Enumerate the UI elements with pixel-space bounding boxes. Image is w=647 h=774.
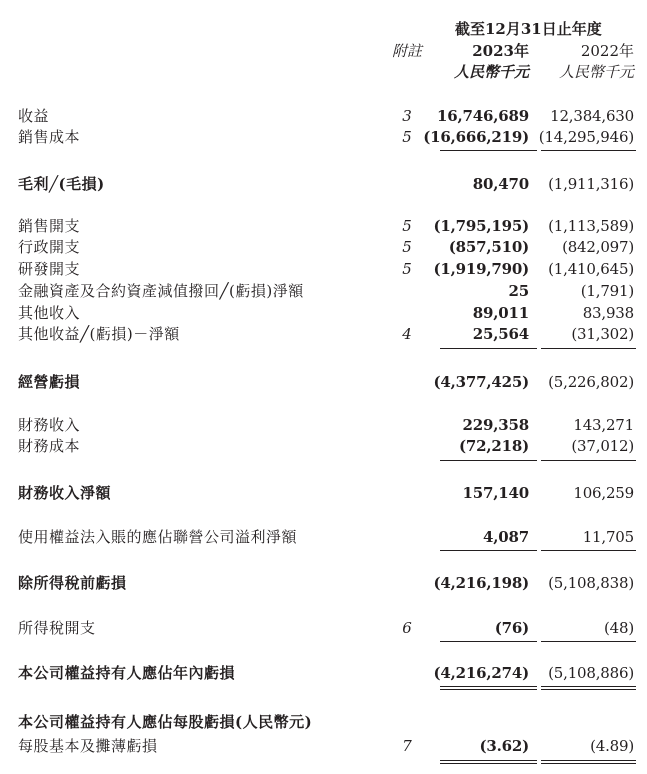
value-2023: (1,919,790) [433,260,529,278]
value-2022: (5,108,886) [548,664,634,682]
value-2022: 11,705 [582,528,634,546]
row-note: 4 [402,325,412,343]
value-2022: (4.89) [590,737,634,755]
row-label: 研發開支 [18,260,81,278]
row-label: 本公司權益持有人應佔每股虧損(人民幣元) [18,713,313,731]
row-revenue [0,105,647,127]
row-label: 金融資產及合約資產減值撥回╱(虧損)淨額 [18,282,304,300]
row-label: 其他收入 [18,304,81,322]
row-loss-for-year [0,662,647,684]
row-label: 經營虧損 [18,373,81,391]
row-note: 5 [402,217,412,235]
row-other-gains [0,323,647,345]
row-note: 6 [402,619,412,637]
row-operating-loss [0,371,647,393]
row-label: 財務收入 [18,416,81,434]
row-finance-income [0,414,647,436]
value-2022: (5,108,838) [548,574,634,592]
value-2022: (1,410,645) [548,260,634,278]
value-2022: 143,271 [573,416,634,434]
value-2022: 12,384,630 [550,107,634,125]
row-label: 銷售成本 [18,128,81,146]
row-label: 收益 [18,107,50,125]
value-2022: (1,791) [580,282,634,300]
value-2023: 157,140 [462,484,529,502]
value-2023: 16,746,689 [437,107,529,125]
row-basic-diluted-lps [0,735,647,757]
subtotal-rule [541,550,636,551]
row-net-finance-income [0,482,647,504]
value-2022: 106,259 [573,484,634,502]
total-double-rule [440,760,537,761]
period-heading: 截至12月31日止年度 [455,20,602,38]
value-2023: 4,087 [483,528,529,546]
unit-current-heading: 人民幣千元 [453,63,529,81]
value-2023: (1,795,195) [433,217,529,235]
note-column-heading: 附註 [392,42,423,60]
year-current-heading: 2023年 [472,42,529,60]
total-double-rule [541,686,636,687]
year-prior-heading: 2022年 [580,42,634,60]
subtotal-rule [541,150,636,151]
row-note: 3 [402,107,412,125]
value-2023: 25,564 [472,325,529,343]
value-2022: (48) [604,619,634,637]
row-rnd-expenses [0,258,647,280]
row-loss-before-tax [0,572,647,594]
row-label: 每股基本及攤薄虧損 [18,737,158,755]
total-double-rule [440,689,537,690]
value-2022: (31,302) [571,325,634,343]
row-label: 所得稅開支 [18,619,96,637]
unit-prior-heading: 人民幣千元 [558,63,634,81]
value-2023: (16,666,219) [423,128,529,146]
subtotal-rule [440,550,537,551]
value-2023: (4,216,198) [433,574,529,592]
row-loss-per-share-heading [0,711,647,733]
row-note: 5 [402,238,412,256]
total-double-rule [541,763,636,764]
value-2022: (1,911,316) [548,175,634,193]
value-2023: (4,216,274) [433,664,529,682]
value-2022: (14,295,946) [538,128,634,146]
row-label: 本公司權益持有人應佔年內虧損 [18,664,236,682]
value-2023: (3.62) [479,737,529,755]
value-2023: (857,510) [448,238,529,256]
row-label: 除所得稅前虧損 [18,574,127,592]
subtotal-rule [440,150,537,151]
row-label: 其他收益╱(虧損)－淨額 [18,325,180,343]
total-double-rule [440,763,537,764]
total-double-rule [541,760,636,761]
subtotal-rule [541,460,636,461]
value-2023: 229,358 [462,416,529,434]
subtotal-rule [440,460,537,461]
subtotal-rule [541,641,636,642]
subtotal-rule [440,348,537,349]
row-note: 5 [402,128,412,146]
row-share-of-associates [0,526,647,548]
row-note: 5 [402,260,412,278]
row-label: 使用權益法入賬的應佔聯營公司溢利淨額 [18,528,298,546]
row-impairment [0,280,647,302]
row-selling-expenses [0,215,647,237]
row-other-income [0,302,647,324]
value-2023: (76) [494,619,529,637]
subtotal-rule [541,348,636,349]
row-cost-of-sales [0,126,647,148]
value-2023: (4,377,425) [433,373,529,391]
value-2023: 80,470 [472,175,529,193]
value-2022: (842,097) [562,238,634,256]
row-income-tax [0,617,647,639]
subtotal-rule [440,641,537,642]
value-2023: 89,011 [472,304,529,322]
row-label: 毛利╱(毛損) [18,175,105,193]
row-label: 財務成本 [18,437,81,455]
row-note: 7 [402,737,412,755]
value-2022: (1,113,589) [548,217,634,235]
value-2022: (37,012) [571,437,634,455]
value-2022: 83,938 [582,304,634,322]
value-2022: (5,226,802) [548,373,634,391]
value-2023: (72,218) [458,437,529,455]
row-label: 銷售開支 [18,217,81,235]
value-2023: 25 [508,282,529,300]
row-label: 行政開支 [18,238,81,256]
row-label: 財務收入淨額 [18,484,112,502]
total-double-rule [440,686,537,687]
row-admin-expenses [0,236,647,258]
row-finance-costs [0,435,647,457]
row-gross-profit [0,173,647,195]
total-double-rule [541,689,636,690]
